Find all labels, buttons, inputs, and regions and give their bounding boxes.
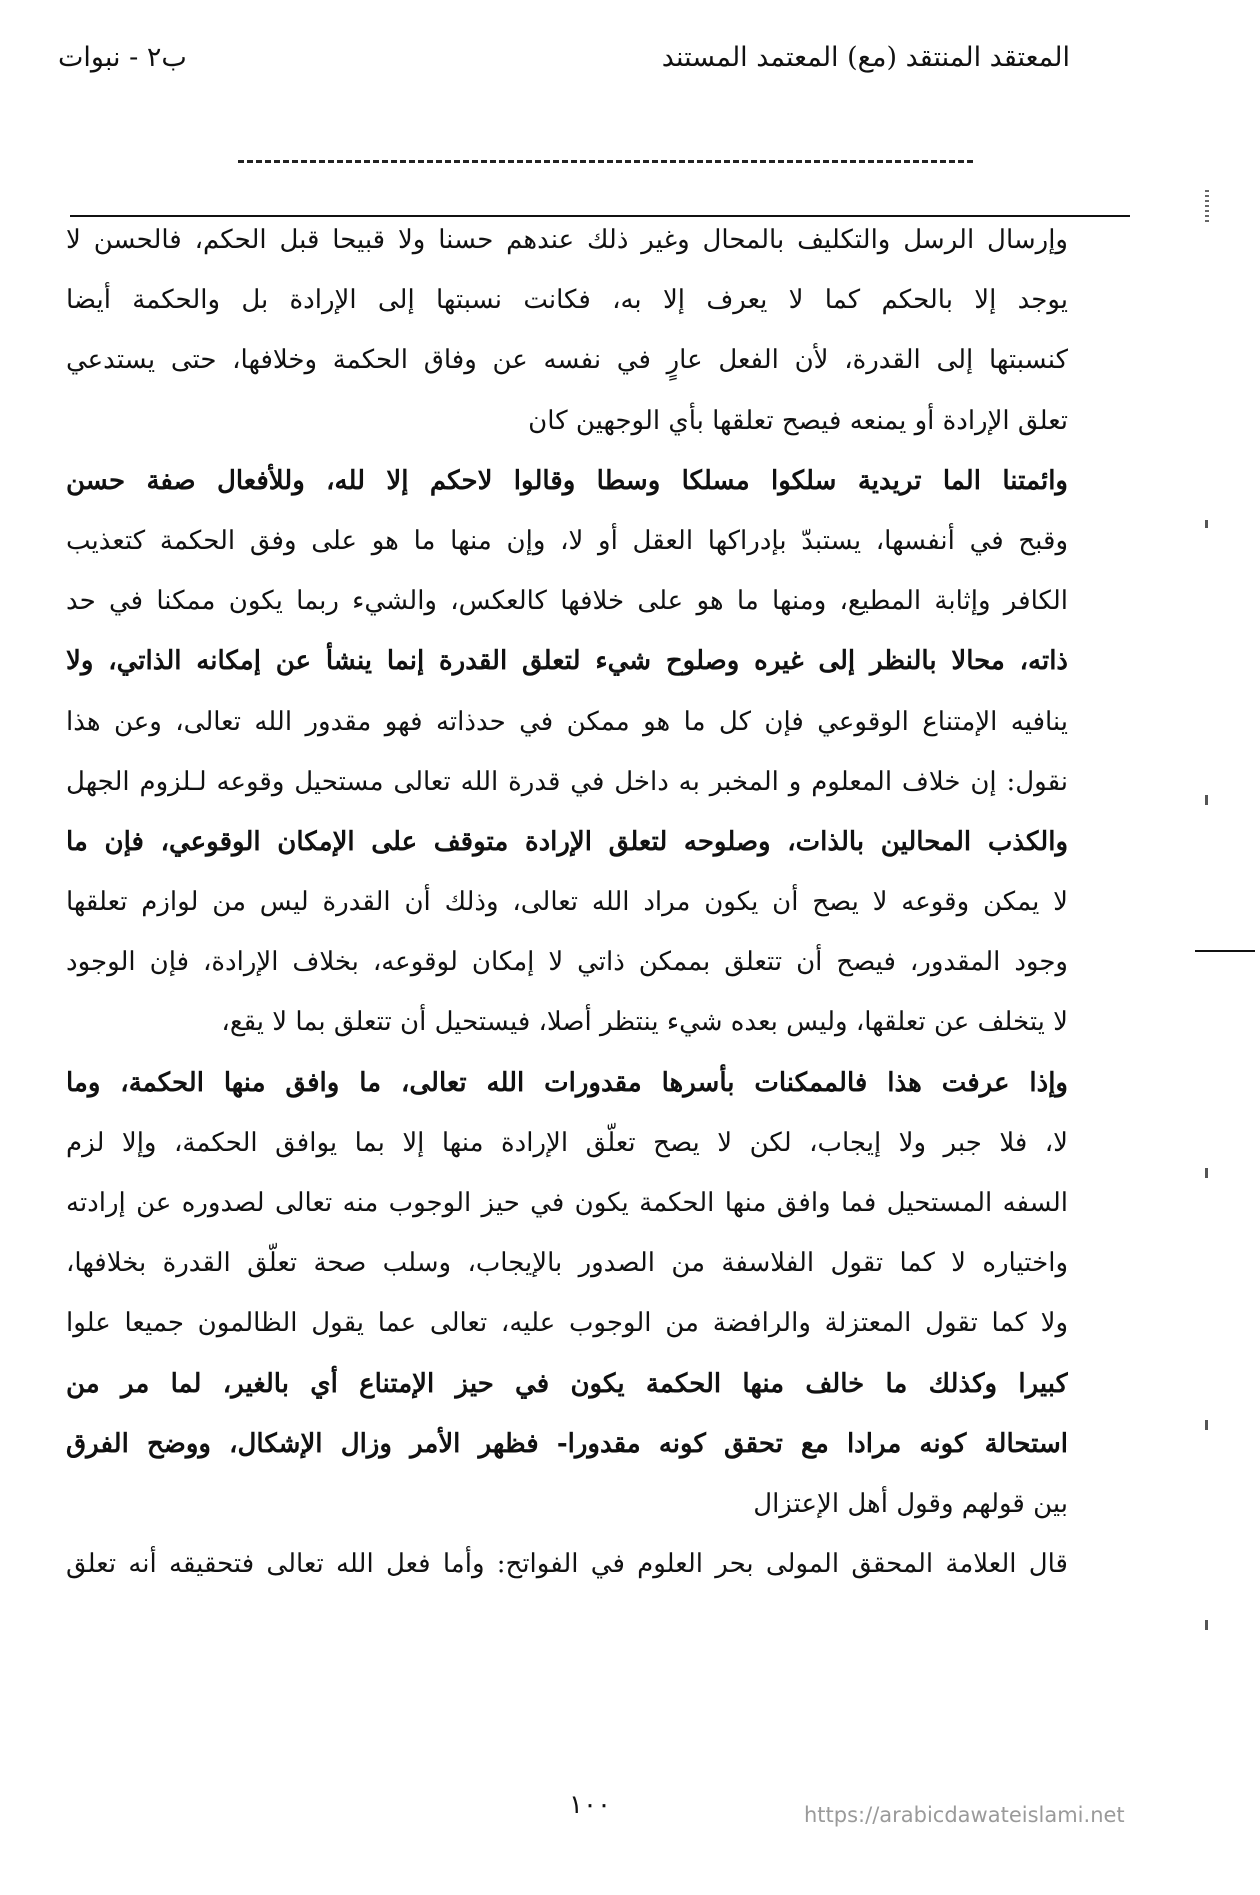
text-line: وائمتنا الما تريدية سلكوا مسلكا وسطا وقالوا لاحكم إلا لله، وللأفعال صفة حسن bbox=[66, 465, 1068, 496]
running-title: المعتقد المنتقد (مع) المعتمد المستند bbox=[661, 42, 1070, 73]
text-line: ينافيه الإمتناع الوقوعي فإن كل ما هو ممكن في حدذاته فهو مقدور الله تعالى، وعن هذا bbox=[66, 706, 1068, 737]
text-line: كنسبتها إلى القدرة، لأن الفعل عارٍ في نفسه عن وفاق الحكمة وخلافها، حتى يستدعي bbox=[66, 345, 1068, 376]
text-line: والكذب المحالين بالذات، وصلوحه لتعلق الإرادة متوقف على الإمكان الوقوعي، فإن ما bbox=[66, 826, 1068, 857]
watermark-url: https://arabicdawateislami.net bbox=[804, 1803, 1125, 1827]
page-number: ١٠٠ bbox=[569, 1790, 611, 1820]
text-line: وقبح في أنفسها، يستبدّ بإدراكها العقل أو لا، وإن منها ما هو على وفق الحكمة كتعذيب bbox=[66, 525, 1068, 556]
text-line: بين قولهم وقول أهل الإعتزال bbox=[753, 1488, 1068, 1519]
text-line: وإرسال الرسل والتكليف بالمحال وغير ذلك عندهم حسنا ولا قبيحا قبل الحكم، فالحسن لا bbox=[66, 225, 1068, 255]
text-line: استحالة كونه مرادا مع تحقق كونه مقدورا- فظهر الأمر وزال الإشكال، ووضح الفرق bbox=[66, 1428, 1068, 1459]
margin-mark bbox=[1205, 190, 1209, 222]
text-line: ولا كما تقول المعتزلة والرافضة من الوجوب عليه، تعالى عما يقول الظالمون جميعا علوا bbox=[66, 1308, 1068, 1339]
margin-mark bbox=[1205, 1168, 1208, 1178]
margin-mark bbox=[1205, 1620, 1208, 1630]
text-line: ذاته، محالا بالنظر إلى غيره وصلوح شيء لتعلق القدرة إنما ينشأ عن إمكانه الذاتي، ولا bbox=[66, 646, 1068, 677]
margin-mark bbox=[1205, 520, 1208, 528]
text-line: وجود المقدور، فيصح أن تتعلق بممكن ذاتي لا إمكان لوقوعه، بخلاف الإرادة، فإن الوجود bbox=[66, 947, 1068, 978]
margin-mark bbox=[1205, 1420, 1208, 1430]
text-line: وإذا عرفت هذا فالممكنات بأسرها مقدورات الله تعالى، ما وافق منها الحكمة، وما bbox=[66, 1067, 1068, 1098]
text-line: السفه المستحيل فما وافق منها الحكمة يكون في حيز الوجوب منه تعالى لصدوره عن إرادته bbox=[66, 1188, 1068, 1218]
margin-mark bbox=[1195, 950, 1255, 952]
text-line: قال العلامة المحقق المولى بحر العلوم في الفواتح: وأما فعل الله تعالى فتحقيقه أنه تعلق bbox=[66, 1549, 1068, 1580]
text-line: كبيرا وكذلك ما خالف منها الحكمة يكون في حيز الإمتناع أي بالغير، لما مر من bbox=[66, 1368, 1068, 1399]
text-line: لا، فلا جبر ولا إيجاب، لكن لا يصح تعلّق الإرادة منها إلا بما يوافق الحكمة، وإلا لزم bbox=[66, 1127, 1068, 1158]
body-text bbox=[66, 210, 1068, 1594]
text-line: تعلق الإرادة أو يمنعه فيصح تعلقها بأي الوجهين كان bbox=[528, 405, 1068, 436]
text-line: واختياره لا كما تقول الفلاسفة من الصدور بالإيجاب، وسلب صحة تعلّق القدرة بخلافها، bbox=[66, 1248, 1068, 1279]
text-line: يوجد إلا بالحكم كما لا يعرف إلا به، فكانت نسبتها إلى الإرادة بل والحكمة أيضا bbox=[66, 285, 1068, 316]
text-line: لا يتخلف عن تعلقها، وليس بعده شيء ينتظر أصلا، فيستحيل أن تتعلق بما لا يقع، bbox=[221, 1007, 1068, 1038]
margin-mark bbox=[1205, 795, 1208, 805]
text-line: الكافر وإثابة المطيع، ومنها ما هو على خلافها كالعكس، والشيء ربما يكون ممكنا في حد bbox=[66, 586, 1068, 617]
header-dashed-rule bbox=[238, 160, 973, 163]
text-line: نقول: إن خلاف المعلوم و المخبر به داخل في قدرة الله تعالى مستحيل وقوعه لـلزوم الجهل bbox=[66, 766, 1068, 797]
text-line: لا يمكن وقوعه لا يصح أن يكون مراد الله تعالى، وذلك أن القدرة ليس من لوازم تعلقها bbox=[66, 887, 1068, 918]
section-label: ب٢ - نبوات bbox=[58, 42, 187, 73]
